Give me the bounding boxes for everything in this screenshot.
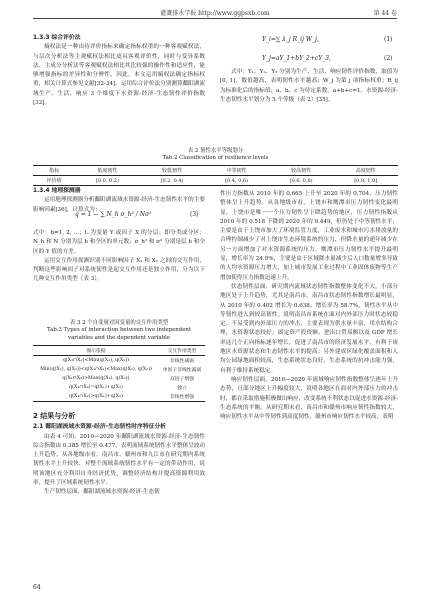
table-row <box>33 176 398 186</box>
table-cell: 非线性增强 <box>169 395 194 400</box>
table-cell: [0.0, 0.2) <box>95 177 119 184</box>
equation-2: Y_j=aY_1+bY_2+cY_3, <box>262 55 331 62</box>
paragraph: 性压力指数从 2010 年的 0.665 上升至 2020 年的 0.704，压力韧性整体呈上升趋势。从各地级市看，上饶市和鹰潭市压力韧性变化最明显，上饶市是唯一一个压力韧性呈下降趋势的地区，压力韧性指数从 2010 年的 0.518 下降到 2020 年的 0.449，但仍处于中等韧性水平，主要是由于上饶市加大了环境监管力度，工业废水和城市污水排放量的合理控制减少了对上饶市生态环境系统的压力，但降水量的递年减少在另一方面增加了对水资源系统的压力。鹰潭市压力韧性水平提升最明显，增长率为 24.9%，主要是由于区域降水量减少后人口数量增多导致的人均水资源压力增大，加上城市发展工业过程中工业固体废物等生产增加使得压力指数迅速上升。 <box>220 191 398 281</box>
interaction-type-table <box>33 345 205 402</box>
paragraph: 运用交互作用探测识别不同影响因子 X₁ 和 X₂ 之间的交互作用，判断这些影响因子对系统韧性是起交互作用还是独立作用，分为以下几种交互作用类型（表 3）。 <box>33 257 205 283</box>
table-cell: [0.4, 0.6) <box>225 177 249 184</box>
table-header: 高度韧性 <box>355 168 376 174</box>
paragraph: 响应韧性层面，2010—2020 年流域响应韧性指数整体呈逐年上升态势，且部分地区上升幅度较大，说明各地区在面对内外部压力的冲击时，都在采取措施积极做出响应，改变系统不利状态以促进水资源-经济-生态系统的平衡。从研究期末看，南昌市和赣州市响应韧性指数较大，响应韧性水平从中等韧性到高度韧性，赣州市响应韧性水平较高，表明 <box>220 376 398 421</box>
header-right: 第 44 卷 <box>373 10 397 17</box>
table-header: 较高韧性 <box>291 168 312 174</box>
table-row <box>33 365 205 374</box>
right-top-block <box>220 68 398 105</box>
table-cell: Min(q(X₁), q(X₂))<q(X₁∩X₂)<Max(q(X₁), q(X₂)) <box>40 367 152 372</box>
table-2-caption-en: Tab.2 Classification of resilience levels <box>162 155 269 161</box>
table-header-row <box>33 166 398 176</box>
left-bottom-block <box>33 412 205 498</box>
page-number: 64 <box>33 584 41 591</box>
paragraph: 状态韧性层面，研究期内流域状态韧性指数整体变化不大，小部分地区处于上升趋势，尤其是南昌市。南昌市状态韧性指数增长最明显，从 2010 年的 0.402 增长为 0.638，增长率为 58.7%，韧性水平从中等韧性进入到较高韧性。说明南昌市系统在面对内外部压力时状态较稳定，不易受到内外部压力的冲击，主要表现为供水量丰富，用水结构合理，水资源状态较好；固定资产投资额、进出口贸易额以及 GDP 增长率这几个正向指标逐年增长，促进了南昌市的经济发展水平，有利于该地区水资源状态和生态韧性水平的提高；另外建成区绿化覆盖面积和人均公园绿地面积较高，生态系统状态良好，生态系统的抗冲击能力强，有利于维持系统稳定。 <box>220 283 398 374</box>
table-header: 低度韧性 <box>97 168 118 174</box>
table-header: 指标 <box>49 168 60 174</box>
table-cell: 评价值 <box>46 178 62 184</box>
table-header-row <box>33 346 205 356</box>
table-cell: q(X₁∩X₂)>Max(q(X₁), q(X₂)) <box>62 376 130 381</box>
table-header: 中等韧性 <box>226 168 247 174</box>
paragraph: 熵权法是一种由待评价指标来确定指标权重的一种客观赋权法，与层次分析法等主观赋权法相比更具客观评价性，同时与变异系数法、主成分分析法等客观赋权法相比其比较强的操作性和适应性，能够增强指标的差异性和分辨性。因此，本文运用熵权法确定指标权重，相关计算式参见文献[32-34]。运用综合评价法分别测算鄱阳湖流域生产、生活、响应 3 个维度下水资源-经济-生态韧性评价指数[32]。 <box>33 44 205 107</box>
table-3-caption-en-1: Tab.3 Types of interaction between two independent <box>46 327 192 333</box>
resilience-level-table <box>33 165 398 186</box>
table-cell: 单因子非线性减弱 <box>162 368 202 373</box>
section-heading: 1.3.4 地理探测器 <box>33 188 81 194</box>
table-row <box>33 383 205 392</box>
paragraph: 运用地理探测器分析鄱阳湖流域水资源-经济-生态韧性水平的主要影响因素[36]，计算式为： <box>33 197 205 213</box>
section-heading-2: 2 结果与分析 <box>33 412 76 420</box>
equation-3-number: (3) <box>190 211 199 218</box>
paragraph: 式中：h=1, 2, …；L 为变量 Y 或因子 X 的分层；即分类或分区；N_h 和 N 分别为层 h 和全区的单元数；σ_h² 和 σ² 分别是层 h 和全区的 Y 值的方差。 <box>33 230 205 255</box>
paragraph: 生产韧性层面，鄱阳湖流域水资源-经济-生态韧 <box>44 489 160 496</box>
section-heading: 2.1 鄱阳湖流域水资源-经济-生态韧性时序特征分析 <box>33 424 167 431</box>
header-center: 灌溉排水学报 http://www.ggpsxb.com <box>160 10 270 17</box>
section-heading: 1.3.3 综合评价法 <box>33 35 81 41</box>
table-cell: 非线性减弱 <box>169 359 194 364</box>
table-3-caption-cn: 表 3 2 个自变量对因变量的交互作用类型 <box>69 320 169 326</box>
equation-2-number: (2) <box>384 55 393 62</box>
table-cell: [0.2, 0.4) <box>160 177 184 184</box>
table-cell: 独立 <box>177 386 187 391</box>
equation-3: q = 1 − ∑ N_h σ_h² / Nσ² <box>75 211 152 218</box>
table-cell: q(X₁∩X₂)<Min(q(X₁), q(X₂)) <box>62 358 130 363</box>
table-header: 交互作用类型 <box>167 349 197 354</box>
table-cell: q(X₁∩X₂)=q(X₁)+q(X₂) <box>69 385 123 390</box>
right-bottom-block <box>220 190 398 422</box>
paragraph: 式中：Y₁、Y₂、Y₃ 分别为生产、生活、响应韧性评价指数，取值为[0, 1]，数值越高，表明韧性水平越高；W_j 为第 j 项指标权重；R_ij 为标准化后的指标值；a、b、c 为待定系数，a+b+c=1。水资源-经济-生态韧性水平划分为 5 个等级（表 2）[35]。 <box>220 69 398 103</box>
equation-1-number: (1) <box>384 36 393 43</box>
table-header: 较低韧性 <box>162 168 183 174</box>
table-cell: q(X₁∩X₂)>q(X₁)+q(X₂) <box>69 394 123 399</box>
running-header <box>33 6 397 19</box>
table-2-caption-cn: 表 2 韧性水平等级划分 <box>187 148 244 154</box>
table-row <box>33 392 205 402</box>
table-row <box>33 374 205 383</box>
table-row <box>33 356 205 366</box>
left-mid-block-2 <box>33 229 205 285</box>
table-cell: 双因子增强 <box>169 377 194 382</box>
left-top-block <box>33 34 205 108</box>
equation-1: Y_i=∑ λ_j R_ij W_j, <box>262 36 319 43</box>
table-cell: [0.8, 1.0] <box>354 177 378 184</box>
table-header: 图示依据 <box>86 349 106 354</box>
table-cell: [0.6, 0.8) <box>289 177 313 184</box>
table-3-caption-en-2: variables and the dependent variable <box>68 335 170 341</box>
paragraph: 由表 4 可知，2010—2020 年鄱阳湖流域水资源-经济-生态韧性综合指数由 0.385 增长至 0.477，表明流域系统韧性水平整体呈波动上升趋势。从各地级市看，南昌市、赣州市和九江市在研究期内系统韧性水平上升较快，对整个流域系统韧性水平有一定的带动作用，说明该地区充分利用自身经济优势，调整经济结构并提高资源利用效率，提升了区域系统韧性水平。 <box>33 433 205 487</box>
